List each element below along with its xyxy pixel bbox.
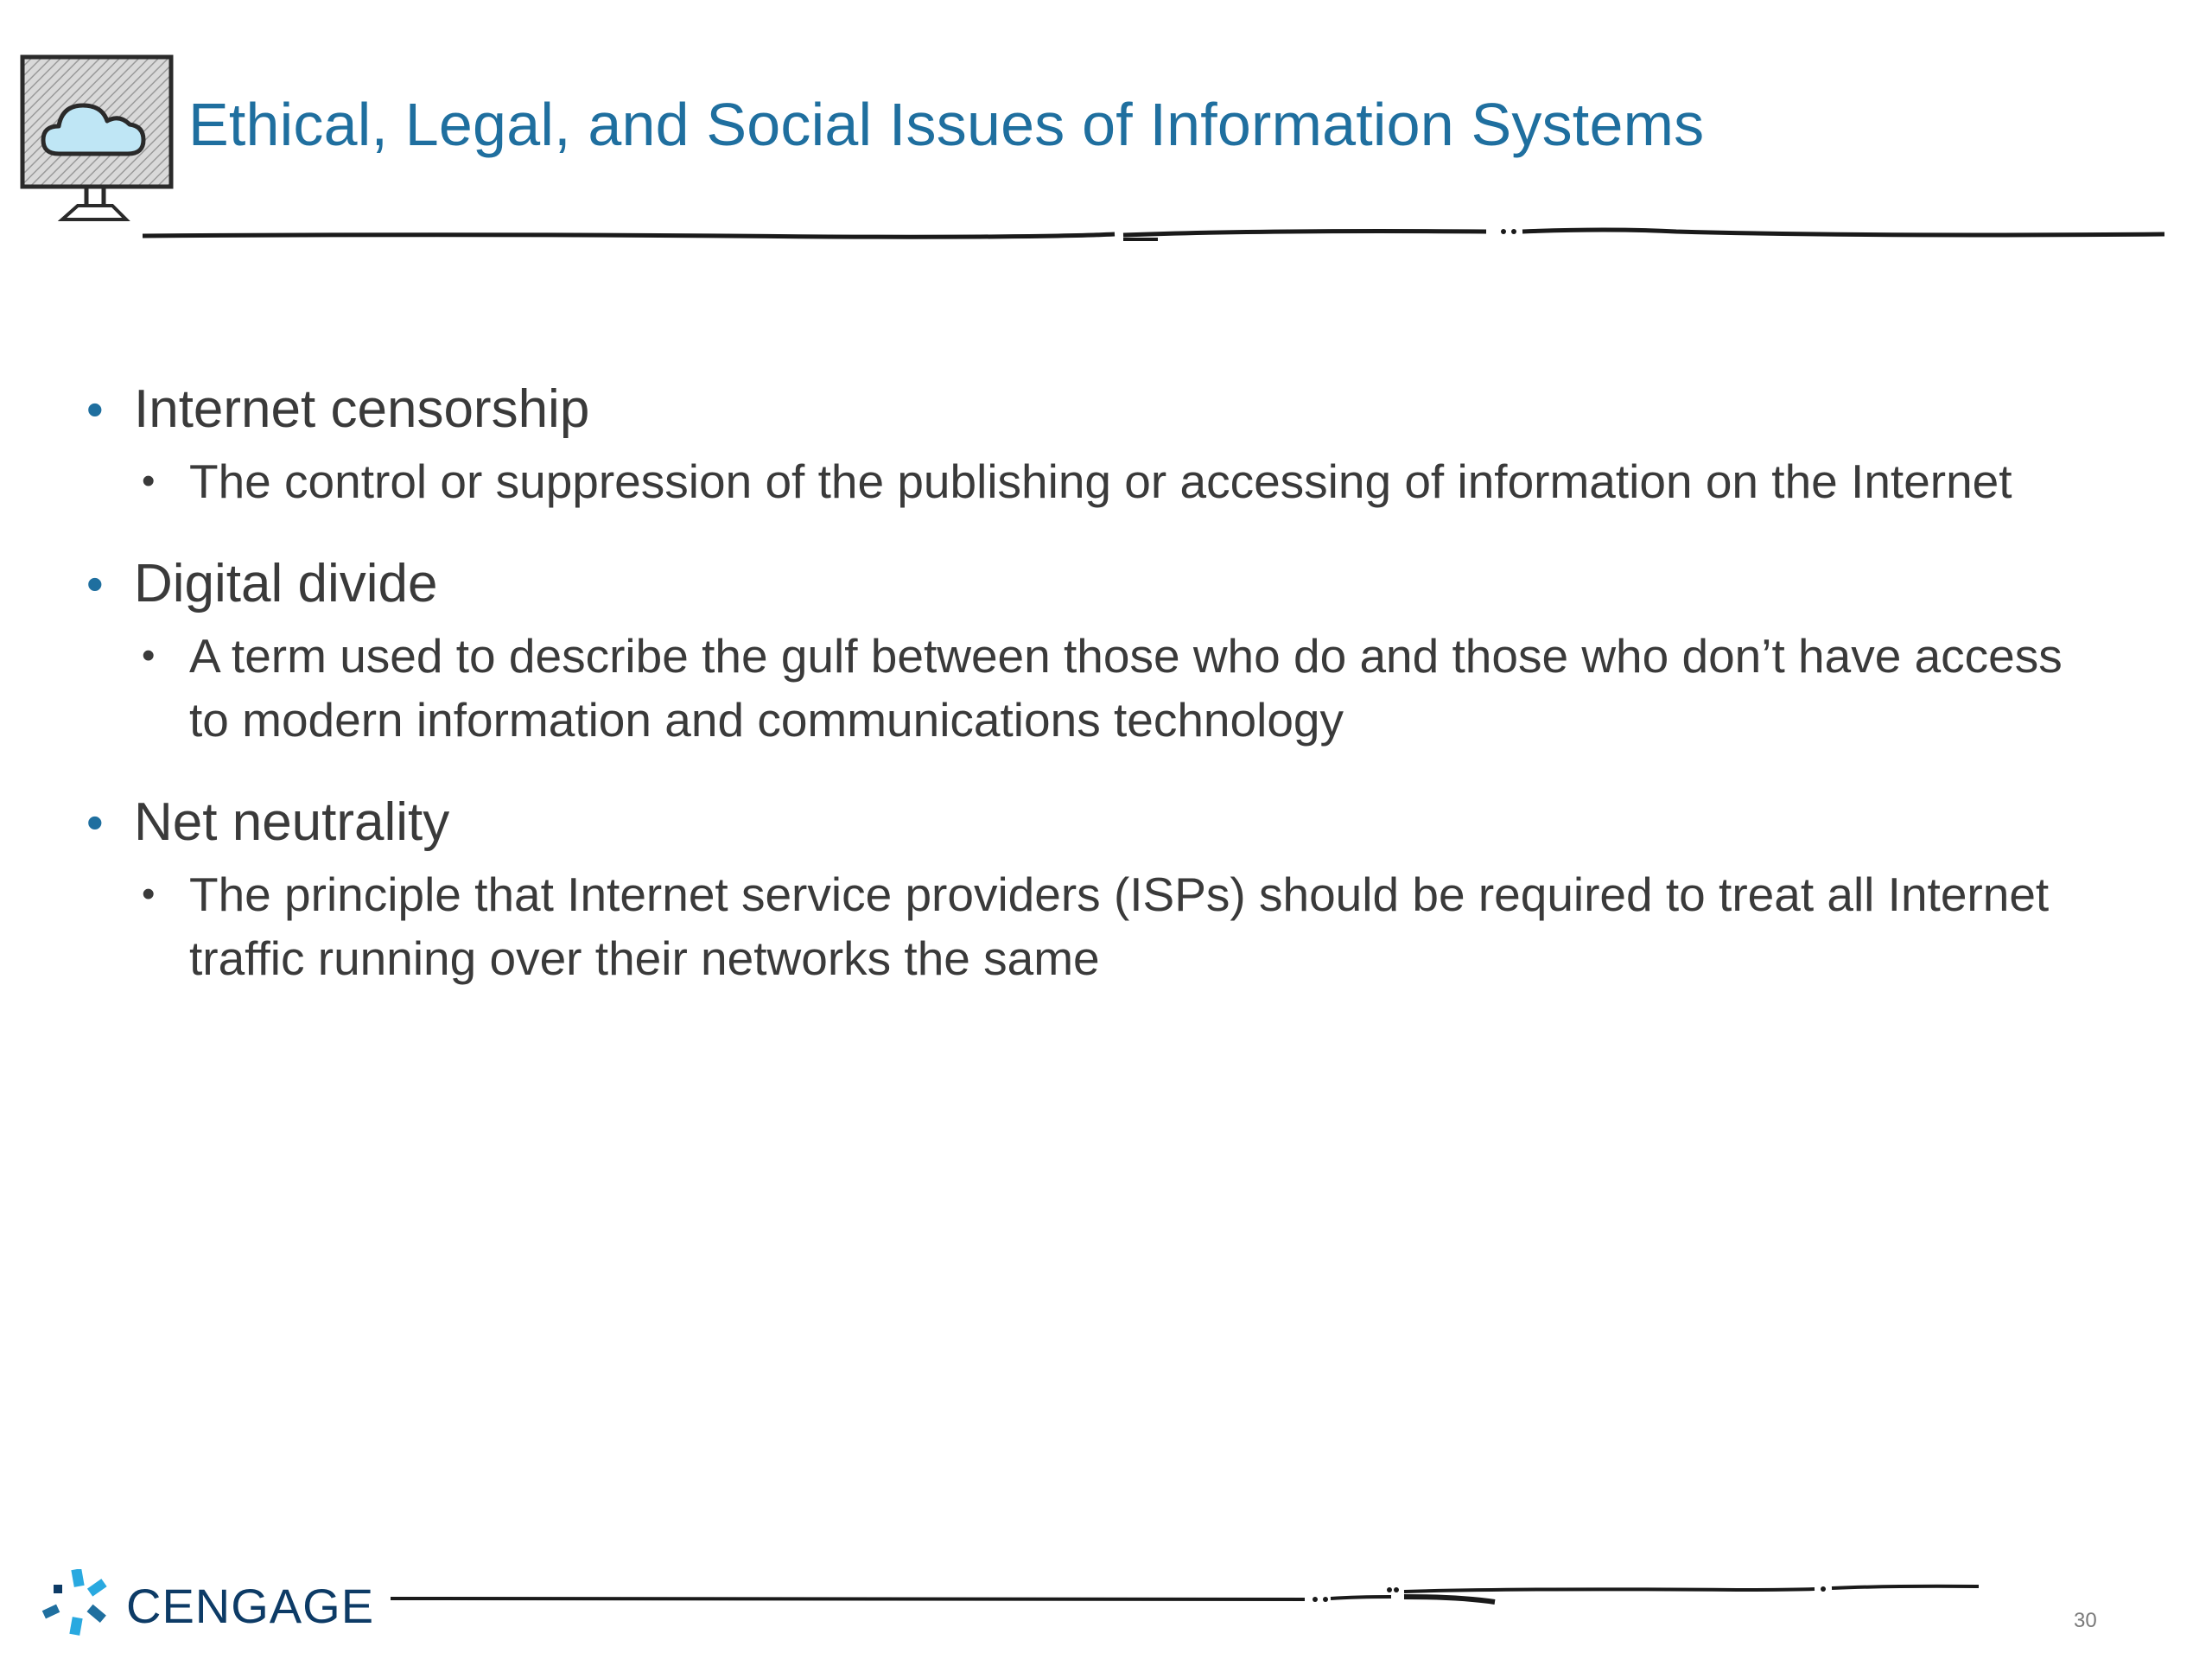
bullet-definition: The principle that Internet service providers (ISPs) should be required to treat all Internet traffic running over their networks the same (189, 868, 2050, 985)
bullet-list (86, 372, 2126, 1023)
cengage-logo-icon (38, 1569, 116, 1638)
bullet-definition: The control or suppression of the publishing or accessing of information on the Internet (189, 454, 2012, 508)
list-item (86, 372, 2126, 513)
list-item (86, 546, 2126, 752)
sub-bullet-dot: • (142, 873, 156, 915)
bullet-dot: • (86, 795, 104, 849)
brand-name: CENGAGE (126, 1579, 375, 1633)
slide-title: Ethical, Legal, and Social Issues of Information Systems (188, 91, 1705, 158)
bullet-definition: A term used to describe the gulf between those who do and those who don’t have access to modern information and communications technology (189, 629, 2063, 747)
bullet-dot: • (86, 382, 104, 436)
monitor-cloud-icon (17, 52, 181, 225)
bullet-dot: • (86, 556, 104, 611)
title-divider (138, 221, 2169, 247)
sub-bullet-dot: • (142, 460, 156, 502)
bullet-term: Digital divide (134, 554, 438, 613)
footer-divider (389, 1578, 1979, 1612)
list-item (86, 785, 2126, 990)
bullet-term: Internet censorship (134, 379, 590, 439)
sub-bullet-dot: • (142, 634, 156, 677)
page-number: 30 (2074, 1609, 2097, 1632)
bullet-term: Net neutrality (134, 792, 450, 852)
